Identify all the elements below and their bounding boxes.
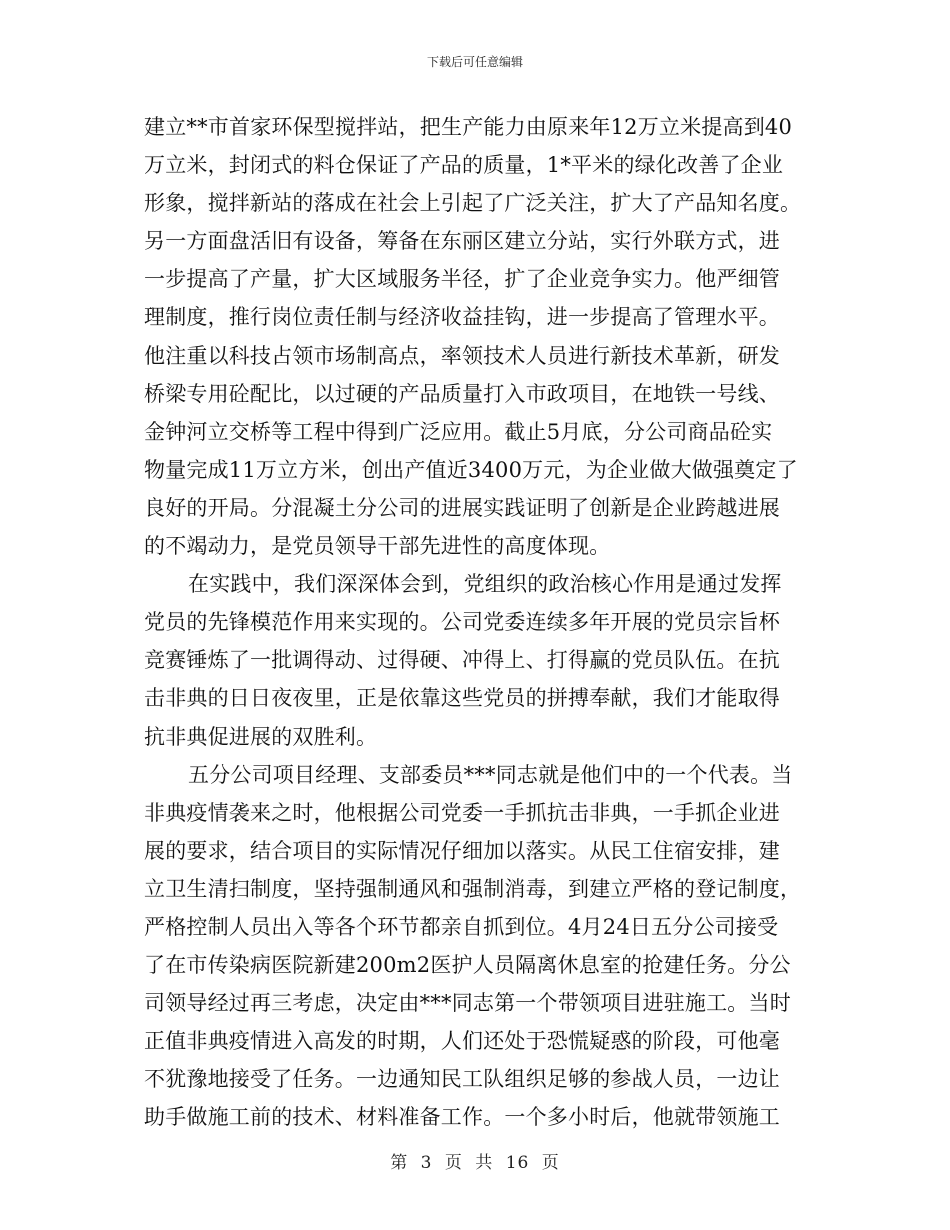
paragraph-first-line: 五分公司项目经理、支部委员***同志就是他们中的一个代表。当: [188, 762, 793, 787]
text-line: 司领导经过再三考虑，决定由***同志第一个带领项目进驻施工。当时: [144, 991, 791, 1016]
document-body: [144, 108, 810, 1137]
paragraph-first-line: 在实践中，我们深深体会到，党组织的政治核心作用是通过发挥: [188, 572, 782, 597]
text-line: 另一方面盘活旧有设备，筹备在东丽区建立分站，实行外联方式，进: [144, 229, 780, 254]
text-line: 立卫生清扫制度，坚持强制通风和强制消毒，到建立严格的登记制度，: [144, 876, 802, 901]
text-line: 正值非典疫情进入高发的时期，人们还处于恐慌疑惑的阶段，可他毫: [144, 1029, 780, 1054]
text-line: 非典疫情袭来之时，他根据公司党委一手抓抗击非典，一手抓企业进: [144, 800, 780, 825]
text-line: 良好的开局。分混凝土分公司的进展实践证明了创新是企业跨越进展: [144, 495, 780, 520]
text-line: 万立米，封闭式的料仓保证了产品的质量，1*平米的绿化改善了企业: [144, 153, 784, 178]
text-line: 党员的先锋模范作用来实现的。公司党委连续多年开展的党员宗旨杯: [144, 610, 780, 635]
text-line: 展的要求，结合项目的实际情况仔细加以落实。从民工住宿安排，建: [144, 838, 780, 863]
text-line: 物量完成11万立方米，创出产值近3400万元，为企业做大做强奠定了: [144, 457, 798, 482]
text-line: 一步提高了产量，扩大区域服务半径，扩了企业竞争实力。他严细管: [144, 267, 780, 292]
text-line: 的不竭动力，是党员领导干部先进性的高度体现。: [144, 534, 611, 559]
page-number-footer: 第 3 页 共 16 页: [390, 1153, 560, 1173]
text-line: 竞赛锤炼了一批调得动、过得硬、冲得上、打得赢的党员队伍。在抗: [144, 648, 780, 673]
text-line: 击非典的日日夜夜里，正是依靠这些党员的拼搏奉献，我们才能取得: [144, 686, 780, 711]
text-line: 抗非典促进展的双胜利。: [144, 724, 378, 749]
text-line: 严格控制人员出入等各个环节都亲自抓到位。4月24日五分公司接受: [144, 914, 779, 939]
text-line: 桥梁专用砼配比，以过硬的产品质量打入市政项目，在地铁一号线、: [144, 381, 780, 406]
text-line: 他注重以科技占领市场制高点，率领技术人员进行新技术革新，研发: [144, 343, 780, 368]
text-line: 形象，搅拌新站的落成在社会上引起了广泛关注，扩大了产品知名度。: [144, 191, 802, 216]
page-header-note: 下载后可任意编辑: [426, 55, 523, 69]
text-line: 了在市传染病医院新建200m2医护人员隔离休息室的抢建任务。分公: [144, 953, 791, 978]
text-line: 不犹豫地接受了任务。一边通知民工队组织足够的参战人员，一边让: [144, 1067, 780, 1092]
text-line: 金钟河立交桥等工程中得到广泛应用。截止5月底，分公司商品砼实: [144, 419, 773, 444]
text-line: 理制度，推行岗位责任制与经济收益挂钩，进一步提高了管理水平。: [144, 305, 780, 330]
text-line: 建立**市首家环保型搅拌站，把生产能力由原来年12万立米提高到40: [144, 115, 793, 139]
text-line: 助手做施工前的技术、材料准备工作。一个多小时后，他就带领施工: [144, 1105, 780, 1130]
